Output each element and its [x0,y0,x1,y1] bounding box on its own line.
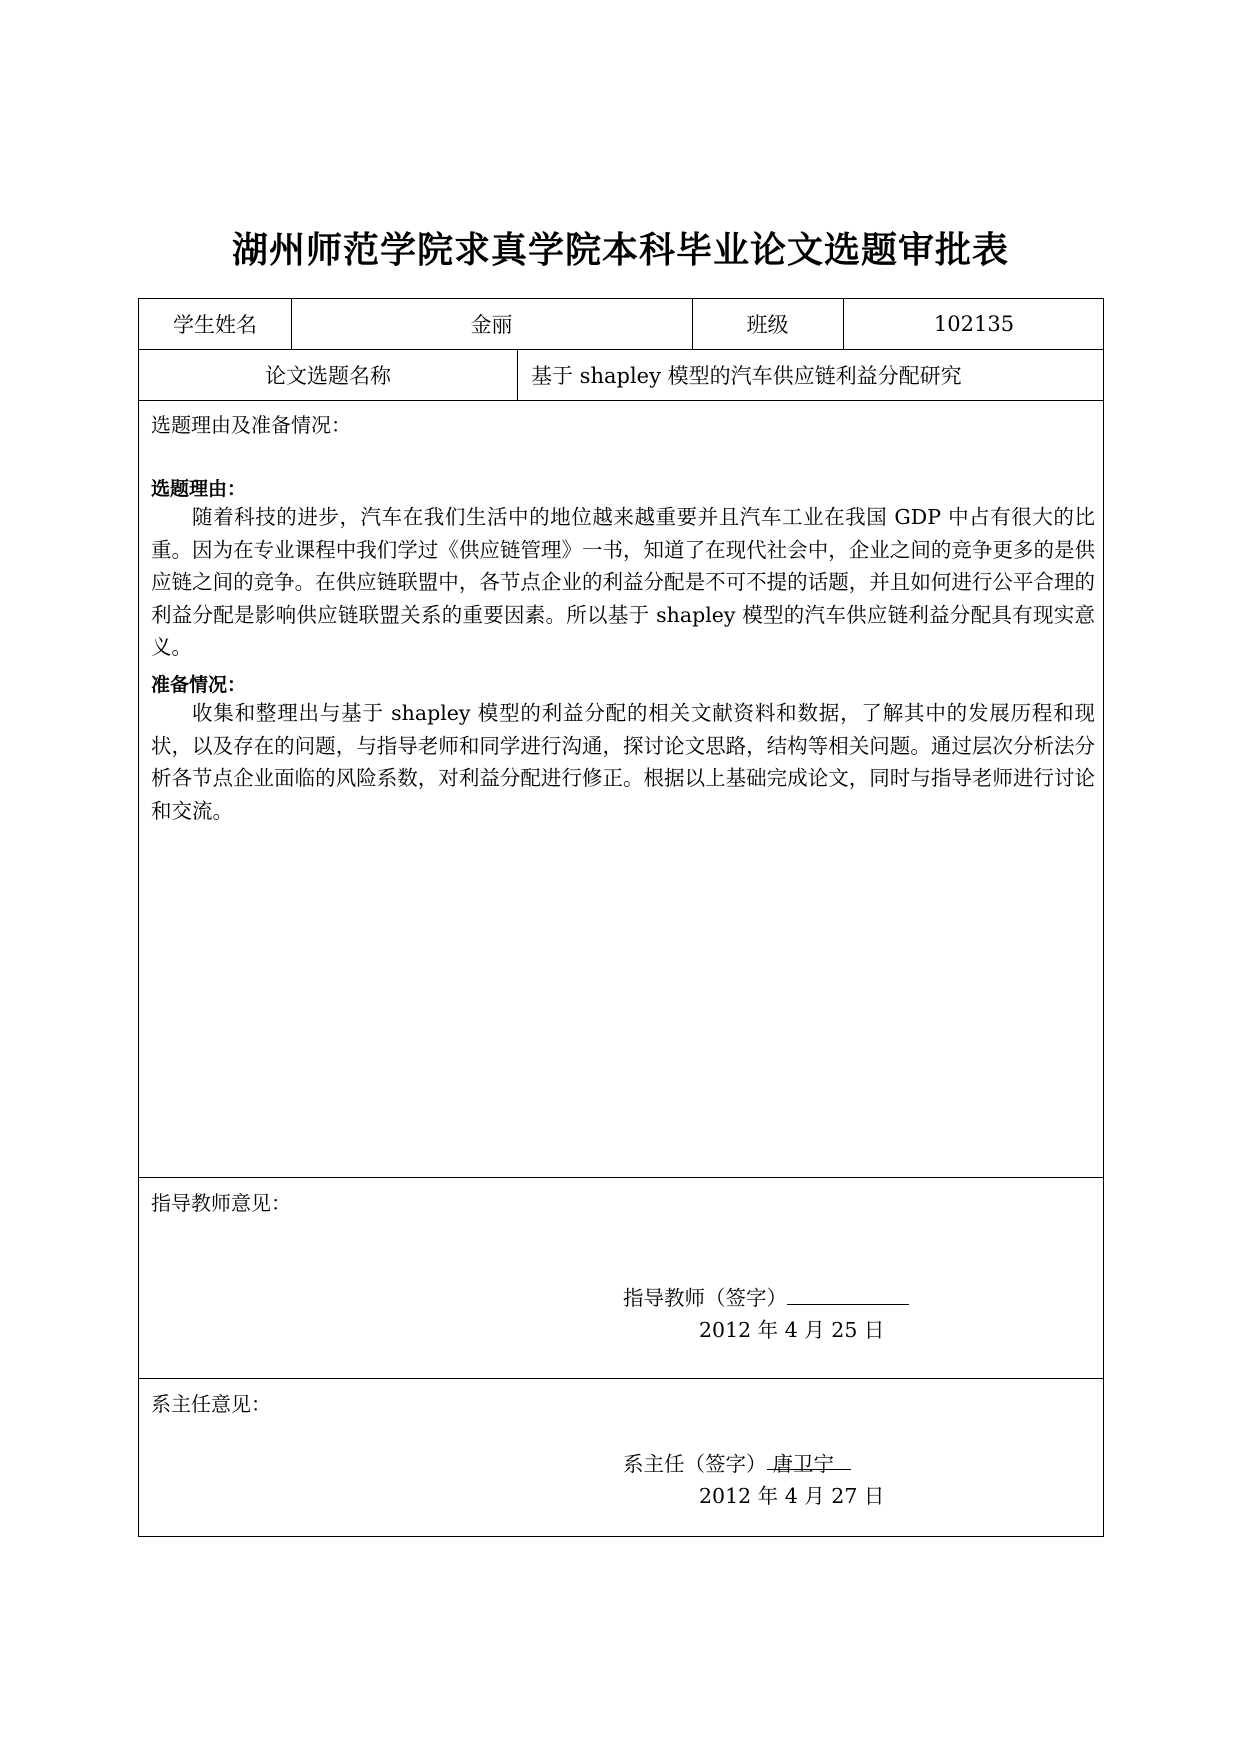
page-title: 湖州师范学院求真学院本科毕业论文选题审批表 [231,230,1009,271]
director-date: 2012 年 4 月 27 日 [699,1484,885,1508]
advisor-signature-label: 指导教师（签字） [623,1286,787,1310]
thesis-topic-label: 论文选题名称 [265,363,391,388]
row-divider [139,400,1103,401]
rationale-section-label: 选题理由及准备情况： [151,413,351,437]
advisor-date: 2012 年 4 月 25 日 [699,1318,885,1342]
director-signature-label: 系主任（签字） [623,1452,767,1476]
director-opinion-label: 系主任意见： [151,1392,271,1416]
thesis-topic-value: 基于 shapley 模型的汽车供应链利益分配研究 [531,363,962,388]
student-name-label: 学生姓名 [173,313,257,337]
advisor-opinion-label: 指导教师意见： [151,1191,291,1215]
class-value: 102135 [933,312,1015,336]
preparation-heading: 准备情况： [151,674,247,696]
student-name-value: 金丽 [470,313,513,337]
director-signature-line [623,1447,851,1477]
class-label: 班级 [746,313,789,337]
approval-form-table [138,298,1104,1537]
row-divider [139,1378,1103,1379]
reason-heading: 选题理由： [151,478,247,500]
row-divider [139,1177,1103,1178]
director-signature-field: 唐卫宁 [767,1447,851,1470]
advisor-signature-line [623,1281,909,1311]
advisor-signature-field [787,1282,909,1305]
reason-paragraph: 随着科技的进步，汽车在我们生活中的地位越来越重要并且汽车工业在我国 GDP 中占有很大的比重。因为在专业课程中我们学过《供应链管理》一书，知道了在现代社会中，企业之间的竞争更多的是供应链之间的竞争。在供应链联盟中，各节点企业的利益分配是不可不提的话题，并且如何进行公平合理的利益分配是影响供应链联盟关系的重要因素。所以基于 shapley 模型的汽车供应链利益分配具有现实意义。 [151,505,1095,659]
preparation-paragraph: 收集和整理出与基于 shapley 模型的利益分配的相关文献资料和数据，了解其中的发展历程和现状，以及存在的问题，与指导老师和同学进行沟通，探讨论文思路，结构等相关问题。通过层次分析法分析各节点企业面临的风险系数，对利益分配进行修正。根据以上基础完成论文，同时与指导老师进行讨论和交流。 [151,701,1095,823]
